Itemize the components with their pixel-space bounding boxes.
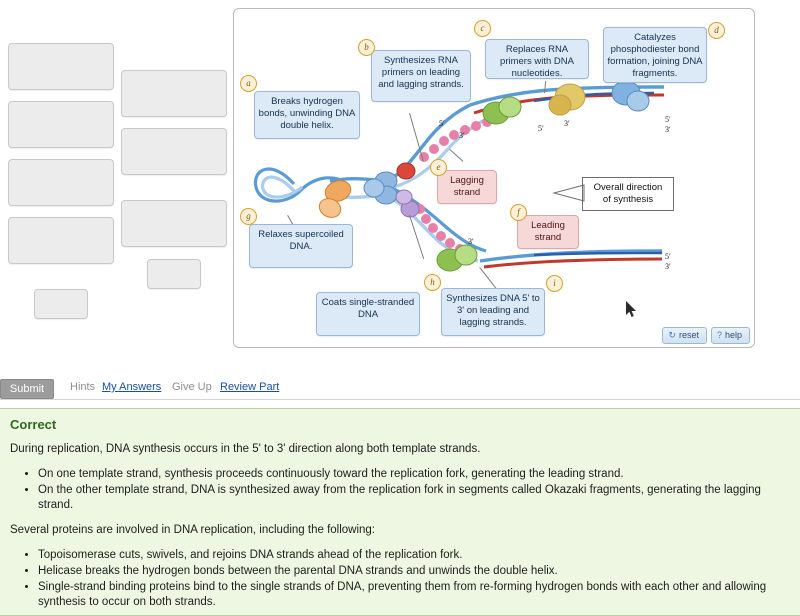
hints-link[interactable]: Hints — [70, 381, 96, 393]
tag-h: h — [424, 274, 441, 291]
list-item: • Helicase breaks the hydrogen bonds between the parental DNA strands and unwinds the double helix. — [38, 564, 790, 579]
mouse-cursor-icon — [626, 301, 638, 319]
list-item: • Single-strand binding proteins bind to the single strands of DNA, preventing them from re-forming hydrogen bonds with each other and allowing synthesis to occur on both strands. — [38, 580, 790, 610]
help-button-label: help — [724, 330, 742, 340]
end-label-top-right-3: 3′ — [665, 125, 671, 134]
callout-a[interactable]: Breaks hydrogen bonds, unwinding DNA double helix. — [254, 91, 360, 139]
callout-h[interactable]: Coats single-stranded DNA — [316, 292, 420, 336]
callout-e-lagging-strand[interactable]: Lagging strand — [437, 170, 497, 204]
callout-g[interactable]: Relaxes supercoiled DNA. — [249, 224, 353, 268]
list-item: • On one template strand, synthesis proceeds continuously toward the replication fork, generating the leading strand. — [38, 467, 790, 482]
direction-arrow-icon — [546, 181, 586, 205]
blank-slot-4[interactable] — [8, 217, 114, 264]
callout-i[interactable]: Synthesizes DNA 5' to 3' on leading and lagging strands. — [441, 288, 545, 336]
feedback-mid: Several proteins are involved in DNA replication, including the following: — [10, 524, 376, 536]
blank-slot-8[interactable] — [121, 200, 227, 247]
blank-slot-3[interactable] — [8, 159, 114, 206]
list-item: • On the other template strand, DNA is synthesized away from the replication fork in segments called Okazaki fragments, generating the lagging strand. — [38, 483, 790, 513]
my-answers-link[interactable]: My Answers — [102, 381, 162, 393]
blank-slot-1[interactable] — [8, 43, 114, 90]
end-label-top-mid-3: 3′ — [564, 119, 570, 128]
tag-f: f — [510, 204, 527, 221]
tag-a: a — [240, 75, 257, 92]
feedback-heading: Correct — [10, 417, 57, 432]
callout-c[interactable]: Replaces RNA primers with DNA nucleotides. — [485, 39, 589, 79]
feedback-intro: During replication, DNA synthesis occurs in the 5' to 3' direction along both template strands. — [10, 443, 481, 455]
list-item: • Topoisomerase cuts, swivels, and rejoins DNA strands ahead of the replication fork. — [38, 548, 790, 563]
callout-b[interactable]: Synthesizes RNA primers on leading and lagging strands. — [371, 50, 471, 102]
feedback-panel — [0, 408, 800, 616]
reset-icon: ↻ — [668, 330, 676, 340]
feedback-bullets-1 — [10, 467, 790, 513]
end-label-bottom-3: 3′ — [468, 237, 474, 246]
end-label-bottom-right-3: 3′ — [665, 262, 671, 271]
callout-d[interactable]: Catalyzes phosphodiester bond formation, joining DNA fragments. — [603, 27, 707, 83]
blank-slot-6[interactable] — [121, 70, 227, 117]
tag-c: c — [474, 20, 491, 37]
blank-slot-9[interactable] — [147, 259, 201, 289]
tag-d: d — [708, 22, 725, 39]
feedback-bullets-2 — [10, 548, 790, 610]
blank-slot-7[interactable] — [121, 128, 227, 175]
help-button[interactable] — [711, 327, 750, 344]
end-label-top-right-5: 5′ — [665, 115, 671, 124]
figure-canvas — [234, 9, 754, 347]
callout-f-leading-strand[interactable]: Leading strand — [517, 215, 579, 249]
tag-g: g — [240, 208, 257, 225]
replication-figure-panel[interactable] — [233, 8, 755, 348]
end-label-top-left-5: 5′ — [439, 119, 445, 128]
action-bar — [0, 379, 800, 399]
submit-button[interactable]: Submit — [0, 379, 54, 399]
tag-b: b — [358, 39, 375, 56]
end-label-top-left-3: 3′ — [459, 131, 465, 140]
end-label-top-mid-5: 5′ — [538, 124, 544, 133]
end-label-bottom-right-5: 5′ — [665, 252, 671, 261]
reset-button[interactable] — [662, 327, 707, 344]
give-up-link[interactable]: Give Up — [172, 381, 212, 393]
blank-slot-5[interactable] — [34, 289, 88, 319]
help-icon: ? — [716, 330, 722, 340]
direction-of-synthesis-note: Overall direction of synthesis — [582, 177, 674, 211]
action-bar-divider — [0, 399, 800, 400]
tag-e: e — [430, 159, 447, 176]
reset-button-label: reset — [678, 330, 699, 340]
blank-slot-2[interactable] — [8, 101, 114, 148]
tag-i: i — [546, 275, 563, 292]
review-part-link[interactable]: Review Part — [220, 381, 280, 393]
figure-button-group — [662, 327, 750, 344]
